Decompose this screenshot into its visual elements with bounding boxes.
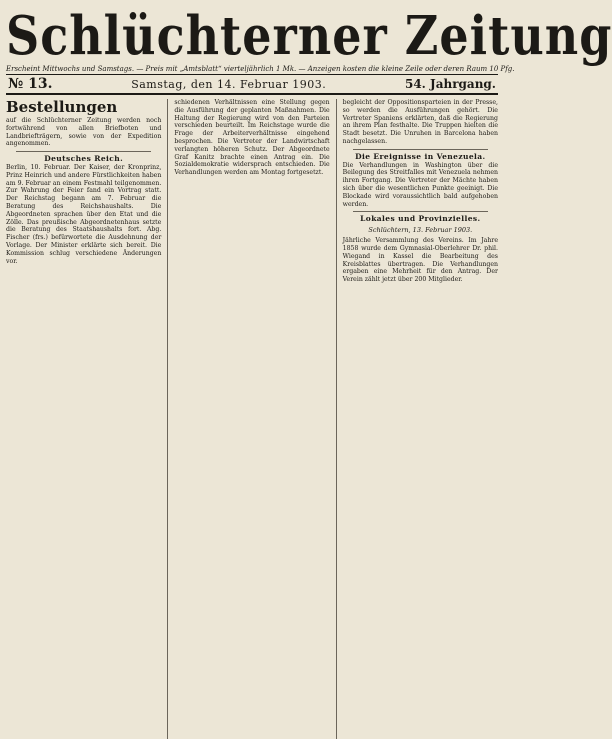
article-text: Jährliche Versammlung des Vereins. Im Jahre 1858 wurde dem Gymnasial-Oberlehrer Dr. phil. Wiegand in Kassel die Bearbeitung des Kreisblattes übertragen. Die Verhandlungen ergaben eine Mehrheit für den Antrag. Der Verein zählt jetzt über 200 Mitglieder. bbox=[342, 237, 498, 284]
issue-date: Samstag, den 14. Februar 1903. bbox=[131, 78, 327, 91]
dateline: Schlüchtern, 13. Februar 1903. bbox=[368, 226, 473, 235]
article-text: begleicht der Oppositionsparteien in der Presse, so werden die Ausführungen gehört. Die Vertreter Spaniens erklärten, daß die Regierung an ihrem Plan festhalte. Die Truppen hielten die Stadt besetzt. Die Unruhen in Barcelona haben nachgelassen. bbox=[342, 99, 498, 145]
divider bbox=[353, 211, 488, 212]
divider bbox=[16, 151, 151, 152]
issue-number: № 13. bbox=[8, 76, 53, 92]
article-text: schiedenen Verhältnissen eine Stellung gegen die Ausführung der geplanten Maßnahmen. Die Haltung der Regierung wird von den Parteien verschieden beurteilt. Im Reichstage wurde die Frage der Arbeiterverhältnisse eingehend besprochen. Die Vertreter der Landwirtschaft verlangten höheren Schutz. Der Abgeordnete Graf Kanitz brachte einen Antrag ein. Die Sozialdemokratie widersprach entschieden. Die Verhandlungen werden am Montag fortgesetzt. bbox=[174, 99, 330, 177]
issue-year: 54. Jahrgang. bbox=[404, 77, 496, 91]
section-title-lokales: Lokales und Provinzielles. bbox=[360, 214, 481, 224]
section-title-venezuela: Die Ereignisse in Venezuela. bbox=[355, 151, 486, 161]
article-text: Die Verhandlungen in Washington über die Beilegung des Streitfalles mit Venezuela nehmen ihren Fortgang. Die Vertreter der Mächte haben sich über die wesentlichen Punkte geeinigt. Die Blockade wird voraussichtlich bald aufgehoben werden. bbox=[342, 161, 498, 208]
article-text: Berlin, 10. Februar. Der Kaiser, der Kronprinz, Prinz Heinrich und andere Fürstlichkeiten haben am 9. Februar an einem Festmahl teilgenommen. Zur Wahrung der Feier fand ein Vortrag statt. Der Reichstag begann am 7. Februar die Beratung des Reichshaushalts. Die Abgeordneten sprachen über den Etat und die Zölle. Das preußische Abgeordnetenhaus setzte die Beratung des Staatshaushalts fort. Abg. Fischer (frs.) befürwortete die Ausdehnung der Vorlage. Der Minister erklärte sich bereit. Die Kommission schlug verschiedene Änderungen vor. bbox=[6, 163, 162, 265]
bestellungen-heading: Bestellungen bbox=[6, 98, 118, 116]
issue-bar bbox=[6, 75, 498, 95]
column-2 bbox=[167, 99, 329, 739]
masthead: Schlüchterner Zeitung bbox=[6, 4, 612, 67]
column-3 bbox=[336, 99, 498, 739]
column-1 bbox=[6, 99, 161, 739]
section-title-deutsches-reich: Deutsches Reich. bbox=[44, 154, 124, 164]
divider bbox=[353, 149, 488, 150]
columns bbox=[6, 95, 498, 739]
subscription-line: Erscheint Mittwochs und Samstags. — Preis mit „Amtsblatt“ vierteljährlich 1 Mk. — Anzeigen kosten die kleine Zeile oder deren Raum 10 Pfg. bbox=[6, 65, 515, 73]
bestellungen-text: auf die Schlüchterner Zeitung werden noch fortwährend von allen Briefboten und Landbriefträgern, sowie von der Expedition angenommen. bbox=[6, 117, 162, 148]
